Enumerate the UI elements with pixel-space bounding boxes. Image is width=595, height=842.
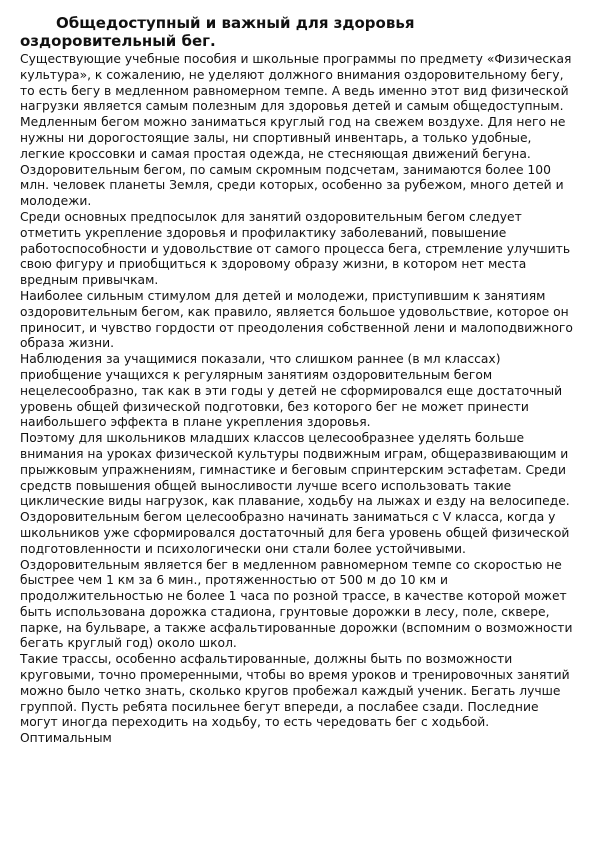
paragraph-junior-classes: Поэтому для школьников младших классов целесообразнее уделять больше внимания на уроках физической культуры подвижным играм, общеразвивающим и прыжковым упражнениям, гимнастике и беговым спринтерским эстафетам. Среди средств повышения общей выносливости лучше всего использовать такие циклические виды нагрузок, как плавание, ходьбу на лыжах и езду на велосипеде. bbox=[20, 431, 570, 509]
paragraph-tracks: Такие трассы, особенно асфальтированные, должны быть по возможности круговыми, точно промеренными, чтобы во время уроков и тренировочных занятий можно было четко знать, сколько кругов пробежал каждый ученик. Бегать лучше группой. Пусть ребята посильнее бегут впереди, а послабее сзади. Последние могут иногда переходить на ходьбу, то есть чередовать бег с ходьбой. Оптимальным bbox=[20, 652, 570, 746]
paragraph-motivation: Среди основных предпосылок для занятий оздоровительным бегом следует отметить укрепление здоровья и профилактику заболеваний, повышение работоспособности и удовольствие от самого процесса бега, стремление улучшить свою фигуру и приобщиться к здоровому образу жизни, в котором нет места вредным привычкам. bbox=[20, 209, 571, 288]
document-body bbox=[20, 52, 580, 747]
paragraph-stimulus: Наиболее сильным стимулом для детей и молодежи, приступившим к занятиям оздоровительным бегом, как правило, является большое удовольствие, которое он приносит, и чувство гордости от преодоления собственной лени и малоподвижного образа жизни. bbox=[20, 288, 573, 351]
document-page bbox=[20, 14, 580, 747]
title-line-1: Общедоступный и важный для здоровья bbox=[56, 14, 415, 32]
paragraph-observations: Наблюдения за учащимися показали, что слишком раннее (в мл классах) приобщение учащихся к регулярным занятиям оздоровительным бегом нецелесообразно, так как в эти годы у детей не сформировался еще достаточный уровень общей физической подготовки, без которого бег не может принести наибольшего эффекта в плане укрепления здоровья. bbox=[20, 352, 563, 430]
document-title bbox=[20, 14, 580, 50]
paragraph-statistics: Оздоровительным бегом, по самым скромным подсчетам, занимаются более 100 млн. человек планеты Земля, среди которых, особенно за рубежом, много детей и молодежи. bbox=[20, 162, 564, 209]
paragraph-definition: Оздоровительным является бег в медленном равномерном темпе со скоростью не быстрее чем 1 км за 6 мин., протяженностью от 500 м до 10 км и продолжительностью не более 1 часа по розной трассе, в качестве которой может быть использована дорожка стадиона, грунтовые дорожки в лесу, поле, сквере, парке, на бульваре, а также асфальтированные дорожки (вспомним о возможности бегать круглый год) около школ. bbox=[20, 557, 573, 651]
paragraph-start-age: Оздоровительным бегом целесообразно начинать заниматься с V класса, когда у школьников уже сформировался достаточный для бега уровень общей физической подготовленности и психологически они стали более устойчивыми. bbox=[20, 510, 570, 556]
paragraph-intro: Существующие учебные пособия и школьные программы по предмету «Физическая культура», к сожалению, не уделяют должного внимания оздоровительному бегу, то есть бегу в медленном равномерном темпе. А ведь именно этот вид физической нагрузки является самым полезным для здоровья детей и самым общедоступным. Медленным бегом можно заниматься круглый год на свежем воздухе. Для него не нужны ни дорогостоящие залы, ни спортивный инвентарь, а только удобные, легкие кроссовки и самая простая одежда, не стесняющая движений бегуна. bbox=[20, 52, 572, 161]
title-line-2: оздоровительный бег. bbox=[20, 32, 216, 50]
